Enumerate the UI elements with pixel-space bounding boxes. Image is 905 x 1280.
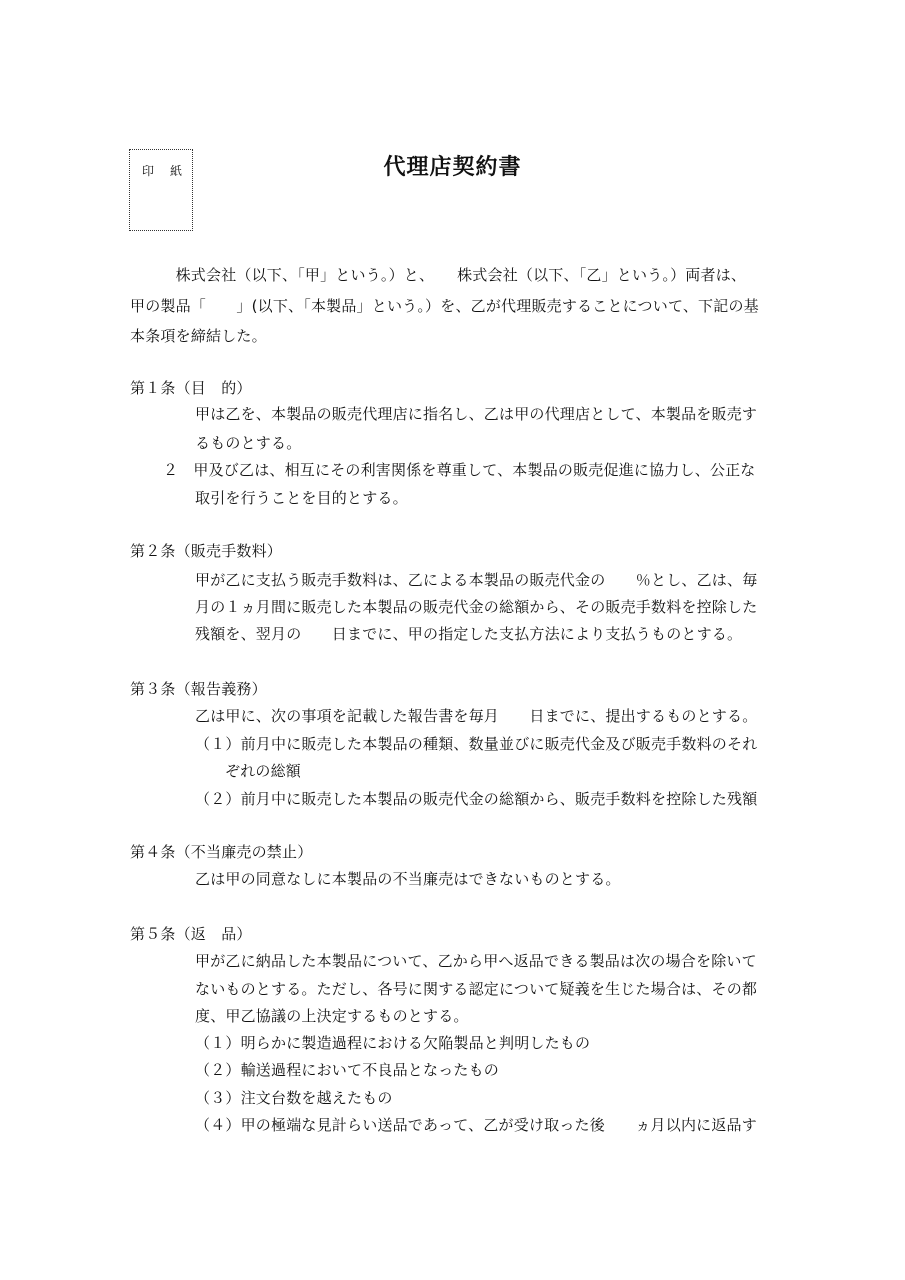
article-text: 乙は甲の同意なしに本製品の不当廉売はできないものとする。	[195, 870, 621, 888]
article-text: ないものとする。ただし、各号に関する認定について疑義を生じた場合は、その都	[195, 980, 758, 998]
article-text: 月の１ヵ月間に販売した本製品の販売代金の総額から、その販売手数料を控除した	[195, 598, 758, 616]
article-heading: 第３条（報告義務）	[130, 680, 267, 698]
article-text: 乙は甲に、次の事項を記載した報告書を毎月 日までに、提出するものとする。	[195, 707, 758, 725]
article-heading: 第５条（返 品）	[130, 925, 252, 943]
intro-line: 株式会社（以下、「甲」という。）と、 株式会社（以下、「乙」という。）両者は、	[130, 266, 747, 284]
article-text: （４）甲の極端な見計らい送品であって、乙が受け取った後 ヵ月以内に返品す	[195, 1116, 757, 1134]
article-text: ２ 甲及び乙は、相互にその利害関係を尊重して、本製品の販売促進に協力し、公正な	[163, 461, 756, 479]
article-heading: 第１条（目 的）	[130, 379, 252, 397]
article-text: 甲が乙に支払う販売手数料は、乙による本製品の販売代金の ％とし、乙は、毎	[195, 571, 758, 589]
article-text: （３）注文台数を越えたもの	[195, 1089, 393, 1107]
article-text: （１）前月中に販売した本製品の種類、数量並びに販売代金及び販売手数料のそれ	[195, 735, 758, 753]
article-text: るものとする。	[195, 434, 302, 452]
stamp-label: 印 紙	[142, 164, 185, 178]
article-text: （１）明らかに製造過程における欠陥製品と判明したもの	[195, 1034, 591, 1052]
intro-line: 本条項を締結した。	[130, 327, 267, 345]
article-text: 度、甲乙協議の上決定するものとする。	[195, 1007, 469, 1025]
article-heading: 第２条（販売手数料）	[130, 542, 283, 560]
intro-line: 甲の製品「 」(以下、「本製品」という。）を、乙が代理販売することについて、下記の基	[130, 297, 759, 315]
article-text: 甲は乙を、本製品の販売代理店に指名し、乙は甲の代理店として、本製品を販売す	[195, 405, 758, 423]
article-heading: 第４条（不当廉売の禁止）	[130, 843, 313, 861]
document-title: 代理店契約書	[383, 155, 522, 180]
article-text: 取引を行うことを目的とする。	[195, 489, 408, 507]
article-text: ぞれの総額	[225, 762, 302, 780]
article-text: （２）輸送過程において不良品となったもの	[195, 1061, 500, 1079]
article-text: 残額を、翌月の 日までに、甲の指定した支払方法により支払うものとする。	[195, 625, 743, 643]
article-text: （２）前月中に販売した本製品の販売代金の総額から、販売手数料を控除した残額	[195, 790, 758, 808]
article-text: 甲が乙に納品した本製品について、乙から甲へ返品できる製品は次の場合を除いて	[195, 952, 757, 970]
